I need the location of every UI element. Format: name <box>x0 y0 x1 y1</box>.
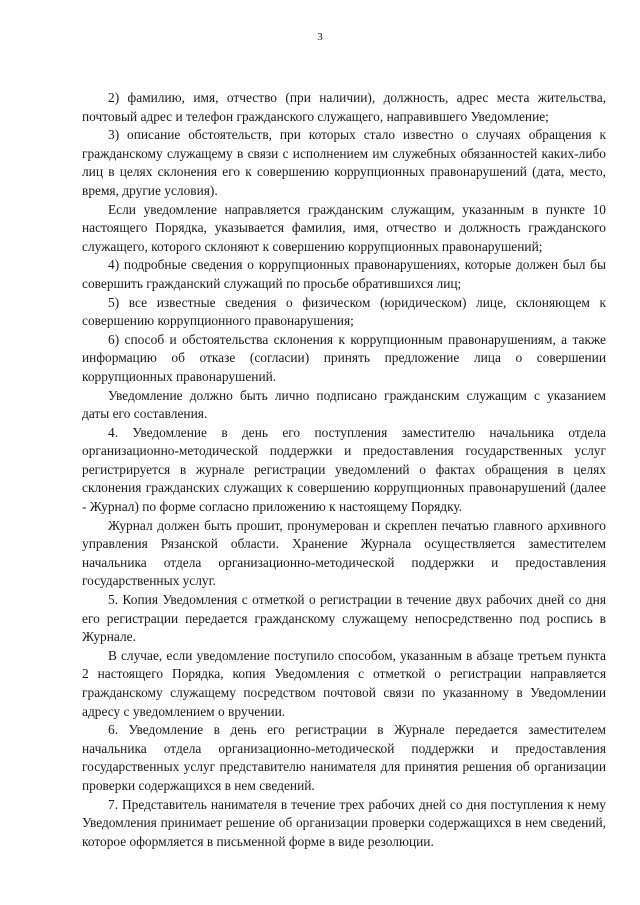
paragraph: 3) описание обстоятельств, при которых стало известно о случаях обращения к гражданскому служащему в связи с исполнением им служебных обязанностей каких-либо лиц в целях склонения его к совершению коррупционных правонарушений (дата, место, время, другие условия). <box>82 127 606 198</box>
paragraph: 2) фамилию, имя, отчество (при наличии), должность, адрес места жительства, почтовый адрес и телефон гражданского служащего, направившего Уведомление; <box>82 90 606 124</box>
document-body <box>82 89 606 851</box>
paragraph: 5. Копия Уведомления с отметкой о регистрации в течение двух рабочих дней со дня его регистрации передается гражданскому служащему непосредственно под роспись в Журнале. <box>82 592 606 645</box>
paragraph: В случае, если уведомление поступило способом, указанным в абзаце третьем пункта 2 настоящего Порядка, копия Уведомления с отметкой о регистрации направляется гражданскому служащему посредством почтовой связи по указанному в Уведомлении адресу с уведомлением о вручении. <box>82 647 606 719</box>
paragraph: 4. Уведомление в день его поступления заместителю начальника отдела организационно-методической поддержки и предоставления государственных услуг регистрируется в журнале регистрации уведомлений о фактах обращения в целях склонения гражданских служащих к совершению коррупционных правонарушений (далее - Журнал) по форме согласно приложению к настоящему Порядку. <box>82 424 606 515</box>
page-number: 3 <box>317 31 323 43</box>
paragraph: 6) способ и обстоятельства склонения к коррупционным правонарушениям, а также информацию об отказе (согласии) принять предложение лица о совершении коррупционных правонарушений. <box>82 331 606 384</box>
paragraph: 5) все известные сведения о физическом (юридическом) лице, склоняющем к совершению коррупционного правонарушения; <box>82 294 606 329</box>
paragraph: 4) подробные сведения о коррупционных правонарушениях, которые должен был бы совершить гражданский служащий по просьбе обратившихся лиц; <box>82 257 606 291</box>
paragraph: 6. Уведомление в день его регистрации в Журнале передается заместителем начальника отдела организационно-методической поддержки и предоставления государственных услуг представителю нанимателя для принятия решения об организации проверки содержащихся в нем сведений. <box>82 722 606 793</box>
paragraph: Если уведомление направляется гражданским служащим, указанным в пункте 10 настоящего Порядка, указывается фамилия, имя, отчество и должность гражданского служащего, которого склоняют к совершению коррупционных правонарушений; <box>82 201 606 254</box>
paragraph: 7. Представитель нанимателя в течение трех рабочих дней со дня поступления к нему Уведомления принимает решение об организации проверки содержащихся в нем сведений, которое оформляется в письменной форме в виде резолюции. <box>82 796 606 849</box>
paragraph: Журнал должен быть прошит, пронумерован и скреплен печатью главного архивного управления Рязанской области. Хранение Журнала осуществляется заместителем начальника отдела организационно-методической поддержки и предоставления государственных услуг. <box>82 517 606 589</box>
paragraph: Уведомление должно быть лично подписано гражданским служащим с указанием даты его составления. <box>82 387 606 422</box>
